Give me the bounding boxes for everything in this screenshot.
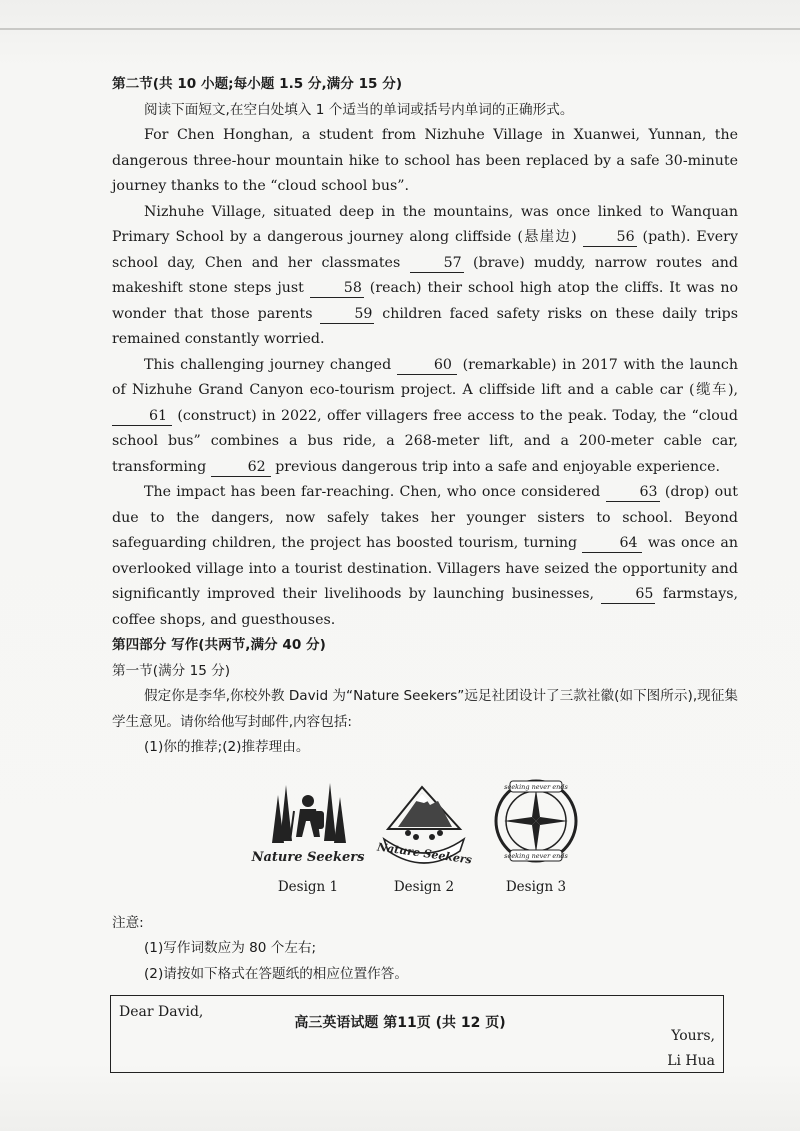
para2-text-b: (path). Every school day, Chen and her classmates (112, 229, 738, 271)
para4-text-b: (drop) out due to the dangers, now safely takes her younger sisters to school. Beyond safeguarding children, the project has boosted tourism, turning (112, 484, 738, 551)
paragraph-3 (112, 353, 738, 481)
design-2-logo-text: Nature Seekers (376, 839, 473, 867)
design-2 (364, 771, 484, 901)
blank-62: 62 (211, 458, 271, 477)
blank-59: 59 (320, 305, 374, 324)
para3-text-d: previous dangerous trip into a safe and enjoyable experience. (275, 458, 721, 475)
designs-row (112, 771, 738, 911)
para3-text-b: (remarkable) in 2017 with the launch of Nizhuhe Grand Canyon eco-tourism project. A cliffside lift and a cable car (缆车), (112, 356, 738, 398)
blank-63: 63 (606, 483, 660, 502)
design-3 (476, 771, 596, 901)
para4-text-a: The impact has been far-reaching. Chen, who once considered (144, 484, 601, 500)
page-content (112, 72, 738, 1073)
letter-answer-box (110, 995, 724, 1073)
design-3-label: Design 3 (505, 878, 567, 895)
blank-58: 58 (310, 279, 364, 298)
blank-65: 65 (601, 585, 655, 604)
part4-heading: 第四部分 写作(共两节,满分 40 分) (112, 637, 326, 653)
note-2: (2)请按如下格式在答题纸的相应位置作答。 (144, 965, 408, 982)
part4-section1: 第一节(满分 15 分) (112, 662, 231, 679)
design-2-label: Design 2 (393, 878, 455, 895)
para2-text-c: (brave) muddy, narrow routes and makeshift stone steps just (112, 254, 738, 296)
para2-text-a: Nizhuhe Village, situated deep in the mountains, was once linked to Wanquan Primary School by a dangerous journey along cliffside (悬崖边) (112, 203, 738, 245)
section2-heading: 第二节(共 10 小题;每小题 1.5 分,满分 15 分) (112, 76, 403, 92)
para4-text-d: farmstays, coffee shops, and guesthouses. (112, 586, 739, 628)
section2-instruction: 阅读下面短文,在空白处填入 1 个适当的单词或括号内单词的正确形式。 (144, 101, 574, 118)
design-3-logo-text-bottom: seeking never ends (504, 851, 568, 860)
paragraph-2 (112, 200, 738, 353)
para2-text-d: (reach) their school high atop the cliffs. It was no wonder that those parents (112, 280, 738, 322)
note-1: (1)写作词数应为 80 个左右; (144, 940, 317, 956)
design-1 (248, 771, 368, 901)
design-3-logo-text-top: seeking never ends (504, 782, 568, 791)
design-1-logo-text: Nature Seekers (251, 849, 365, 865)
page-footer: 高三英语试题 第11页 (共 12 页) (294, 1015, 506, 1031)
design-1-label: Design 1 (277, 878, 339, 895)
design-1-logo (251, 771, 365, 871)
blank-64: 64 (582, 534, 642, 553)
para2-text-e: children faced safety risks on these daily trips remained constantly worried. (112, 305, 738, 347)
blank-60: 60 (397, 356, 457, 375)
letter-salutation: Dear David, (119, 1004, 204, 1020)
para3-text-a: This challenging journey changed (144, 356, 392, 373)
paragraph-1: For Chen Honghan, a student from Nizhuhe Village in Xuanwei, Yunnan, the dangerous three-hour mountain hike to school has been replaced by a safe 30-minute journey thanks to the “cloud school bus”. (112, 127, 738, 194)
notes-title: 注意: (112, 914, 144, 931)
blank-61: 61 (112, 407, 172, 426)
para4-text-c: was once an overlooked village into a tourist destination. Villagers have seized the opportunity and significantly improved their livelihoods by launching businesses, (112, 535, 738, 602)
blank-56: 56 (583, 228, 637, 247)
letter-signature: Li Hua (667, 1053, 715, 1069)
paragraph-4 (112, 480, 738, 633)
design-3-logo (486, 771, 586, 871)
design-2-logo (374, 771, 474, 871)
letter-closing: Yours, (671, 1028, 715, 1044)
writing-points: (1)你的推荐;(2)推荐理由。 (144, 739, 310, 755)
page-edge-line (0, 28, 800, 30)
para3-text-c: (construct) in 2022, offer villagers free access to the peak. Today, the “cloud school bus” combines a bus ride, a 268-meter lift, and a 200-meter cable car, transforming (112, 407, 739, 475)
blank-57: 57 (410, 254, 464, 273)
writing-prompt: 假定你是李华,你校外教 David 为“Nature Seekers”远足社团设计了三款社徽(如下图所示),现征集学生意见。请你给他写封邮件,内容包括: (112, 688, 738, 730)
